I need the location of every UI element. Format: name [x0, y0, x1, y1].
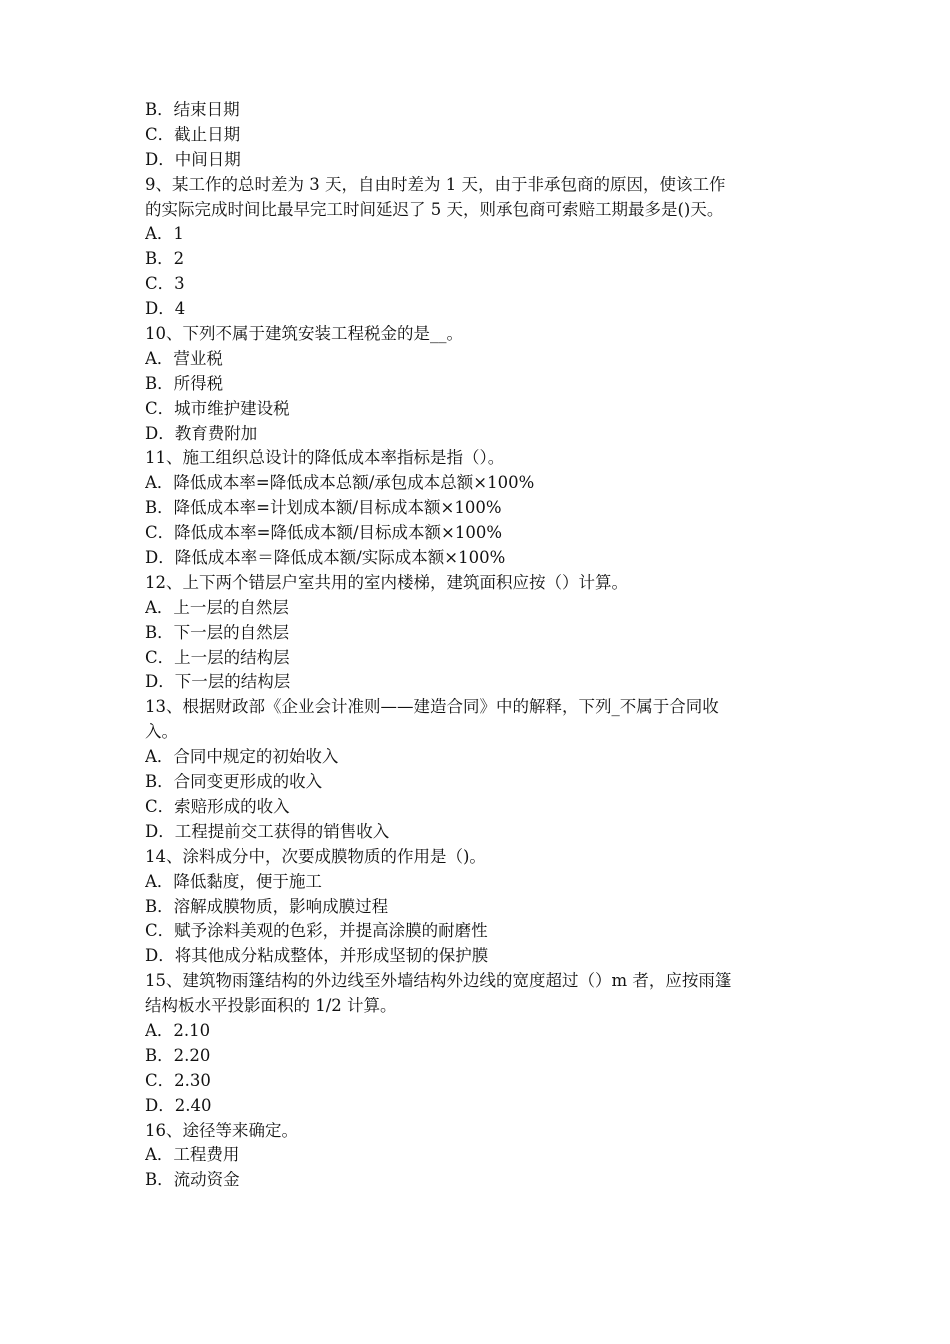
text-line: C．索赔形成的收入 [145, 796, 290, 816]
document-body [145, 98, 810, 1193]
text-line: D．2.40 [145, 1095, 212, 1115]
text-line: A．2.10 [145, 1020, 211, 1040]
text-line: D．降低成本率＝降低成本额/实际成本额×100% [145, 548, 506, 568]
text-line: A．1 [145, 224, 184, 244]
text-line: D．工程提前交工获得的销售收入 [145, 821, 390, 841]
text-line: 11、施工组织总设计的降低成本率指标是指（）。 [145, 448, 505, 468]
text-line: A．上一层的自然层 [145, 597, 289, 617]
text-line: 13、根据财政部《企业会计准则——建造合同》中的解释，下列_不属于合同收 [145, 697, 719, 717]
text-line: B．流动资金 [145, 1170, 240, 1190]
text-line: B．降低成本率=计划成本额/目标成本额×100% [145, 498, 502, 518]
text-line: 10、下列不属于建筑安装工程税金的是__。 [145, 324, 463, 344]
text-line: C．降低成本率=降低成本额/目标成本额×100% [145, 523, 503, 543]
text-line: 9、某工作的总时差为 3 天，自由时差为 1 天，由于非承包商的原因，使该工作 [145, 174, 726, 194]
text-line: 15、建筑物雨篷结构的外边线至外墙结构外边线的宽度超过（）m 者，应按雨篷 [145, 971, 732, 991]
text-line: C．赋予涂料美观的色彩，并提高涂膜的耐磨性 [145, 921, 488, 941]
text-line: A．合同中规定的初始收入 [145, 747, 339, 767]
text-line: A．降低黏度，便于施工 [145, 871, 322, 891]
text-line: D．中间日期 [145, 149, 241, 169]
text-line: B．溶解成膜物质，影响成膜过程 [145, 896, 389, 916]
text-line: 的实际完成时间比最早完工时间延迟了 5 天，则承包商可索赔工期最多是()天。 [145, 199, 724, 219]
text-line: B．下一层的自然层 [145, 622, 290, 642]
text-line: C．截止日期 [145, 124, 241, 144]
text-line: B．2 [145, 249, 185, 269]
text-line: C．上一层的结构层 [145, 647, 290, 667]
text-line: B．结束日期 [145, 100, 240, 119]
text-line: A．营业税 [145, 348, 223, 368]
text-line: B．2.20 [145, 1045, 211, 1065]
text-line: 14、涂料成分中，次要成膜物质的作用是（)。 [145, 846, 486, 866]
text-line: D．教育费附加 [145, 423, 258, 443]
text-line: C．2.30 [145, 1070, 211, 1090]
text-line: C．城市维护建设税 [145, 398, 290, 418]
text-line: B．合同变更形成的收入 [145, 772, 323, 792]
text-line: B．所得税 [145, 373, 224, 393]
text-line: 16、途径等来确定。 [145, 1120, 298, 1140]
text-line: A．降低成本率=降低成本总额/承包成本总额×100% [145, 473, 535, 493]
text-line: C．3 [145, 274, 185, 294]
text-line: 12、上下两个错层户室共用的室内楼梯，建筑面积应按（）计算。 [145, 572, 628, 592]
text-line: D．4 [145, 299, 186, 319]
text-line: A．工程费用 [145, 1145, 240, 1165]
text-line: 结构板水平投影面积的 1/2 计算。 [145, 996, 397, 1016]
text-line: 入。 [145, 722, 178, 742]
text-line: D．将其他成分粘成整体，并形成坚韧的保护膜 [145, 946, 489, 966]
text-line: D．下一层的结构层 [145, 672, 291, 692]
